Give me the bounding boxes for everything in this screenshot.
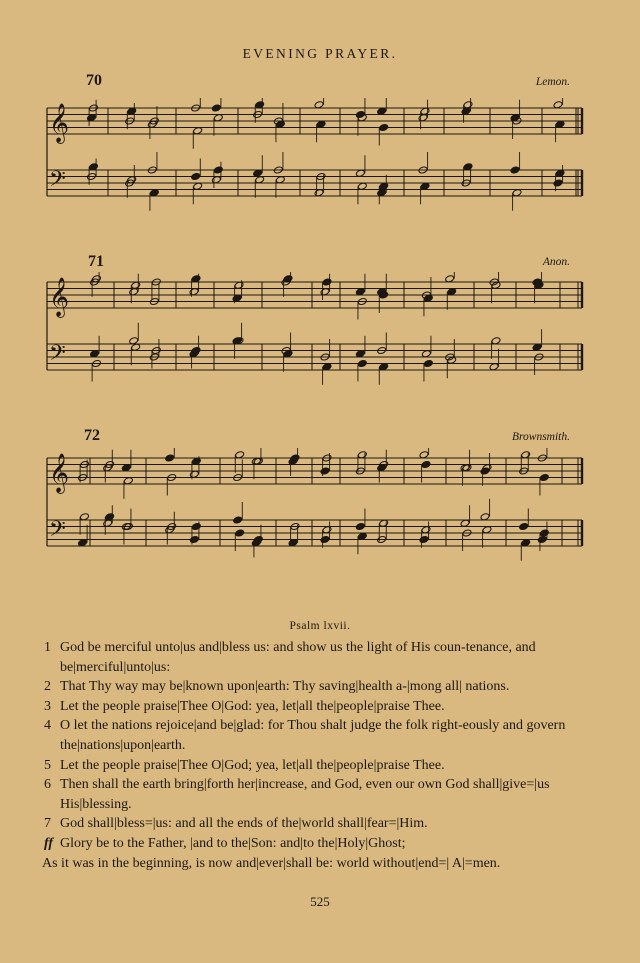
verse-text: That Thy way may be|known upon|earth: Thy saving|health a-|mong all| nations. xyxy=(60,679,510,695)
verse-3 xyxy=(42,697,594,717)
tune-number-71: 71 xyxy=(88,253,104,270)
psalm-verses xyxy=(42,638,594,873)
score-tune-71 xyxy=(0,272,640,397)
verse-number: 7 xyxy=(44,816,51,832)
note-head xyxy=(320,535,330,543)
verse-4 xyxy=(42,716,594,755)
verse-number: 2 xyxy=(44,679,51,695)
note-head xyxy=(211,104,221,112)
verse-text: God shall|bless=|us: and all the ends of the|world shall|fear=|Him. xyxy=(60,816,428,832)
verse-1 xyxy=(42,638,594,677)
note-head xyxy=(357,359,367,367)
verse-number: 4 xyxy=(44,718,51,734)
note-head xyxy=(191,522,201,530)
note-head xyxy=(539,529,549,537)
note-head xyxy=(290,454,300,462)
dynamic-marking: ff xyxy=(44,835,54,851)
verse-text: As it was in the beginning, is now and|ever|shall be: world without|end=| A|=men. xyxy=(42,855,501,871)
page-header: EVENING PRAYER. xyxy=(242,46,398,61)
verse-number: 6 xyxy=(44,777,51,793)
page-number: 525 xyxy=(310,894,330,909)
note-head xyxy=(553,179,563,187)
note-head xyxy=(510,166,520,174)
note-head xyxy=(191,346,201,354)
verse-text: Let the people praise|Thee O|God: yea, let|all the|people|praise Thee. xyxy=(60,698,445,714)
verse-number: 1 xyxy=(44,640,51,655)
tune-composer-72: Brownsmith. xyxy=(511,431,570,443)
note-head xyxy=(191,172,201,180)
note-head xyxy=(235,529,245,537)
treble-clef-icon: 𝄞 xyxy=(49,453,70,493)
verse-text: Let the people praise|Thee O|God; yea, let|all the|people|praise Thee. xyxy=(60,757,445,773)
verse-number: 3 xyxy=(44,698,51,714)
score-tune-70 xyxy=(0,98,640,223)
tune-composer-71: Anon. xyxy=(542,256,570,268)
verse-gloria xyxy=(42,834,594,854)
verse-text: God be merciful unto|us and|bless us: and show us the light of His coun-tenance, and be|merciful|unto|us: xyxy=(60,640,536,675)
verse-text: O let the nations rejoice|and be|glad: for Thou shalt judge the folk right-eously and govern the|nations|upon|earth. xyxy=(60,718,566,753)
note-head xyxy=(539,473,549,481)
note-head xyxy=(253,535,263,543)
note-head xyxy=(320,467,330,475)
note-head xyxy=(165,454,175,462)
note-head xyxy=(519,522,529,530)
note-head xyxy=(421,460,431,468)
note-head xyxy=(322,278,332,286)
verse-7 xyxy=(42,814,594,834)
verse-number: 5 xyxy=(44,757,51,773)
treble-clef-icon: 𝄞 xyxy=(49,103,70,143)
verse-text: Glory be to the Father, |and to the|Son: and|to the|Holy|Ghost; xyxy=(60,835,406,851)
note-head xyxy=(213,166,223,174)
note-head xyxy=(355,522,365,530)
verse-6 xyxy=(42,775,594,814)
bass-clef-icon: 𝄢 xyxy=(49,517,66,547)
note-head xyxy=(189,535,199,543)
verse-5 xyxy=(42,756,594,776)
tune-composer-70: Lemon. xyxy=(535,76,570,88)
bass-clef-icon: 𝄢 xyxy=(49,167,66,197)
verse-2 xyxy=(42,677,594,697)
score-tune-72 xyxy=(0,448,640,573)
note-head xyxy=(423,359,433,367)
note-head xyxy=(233,516,243,524)
verse-gloria-2 xyxy=(42,854,594,874)
note-head xyxy=(419,535,429,543)
tune-number-70: 70 xyxy=(86,72,102,89)
note-head xyxy=(379,123,389,131)
bass-clef-icon: 𝄢 xyxy=(49,341,66,371)
psalm-title: Psalm lxvii. xyxy=(289,620,351,632)
tune-number-72: 72 xyxy=(84,427,100,444)
treble-clef-icon: 𝄞 xyxy=(49,277,70,317)
verse-text: Then shall the earth bring|forth her|increase, and God, even our own God shall|give=|us His|blessing. xyxy=(60,777,550,812)
